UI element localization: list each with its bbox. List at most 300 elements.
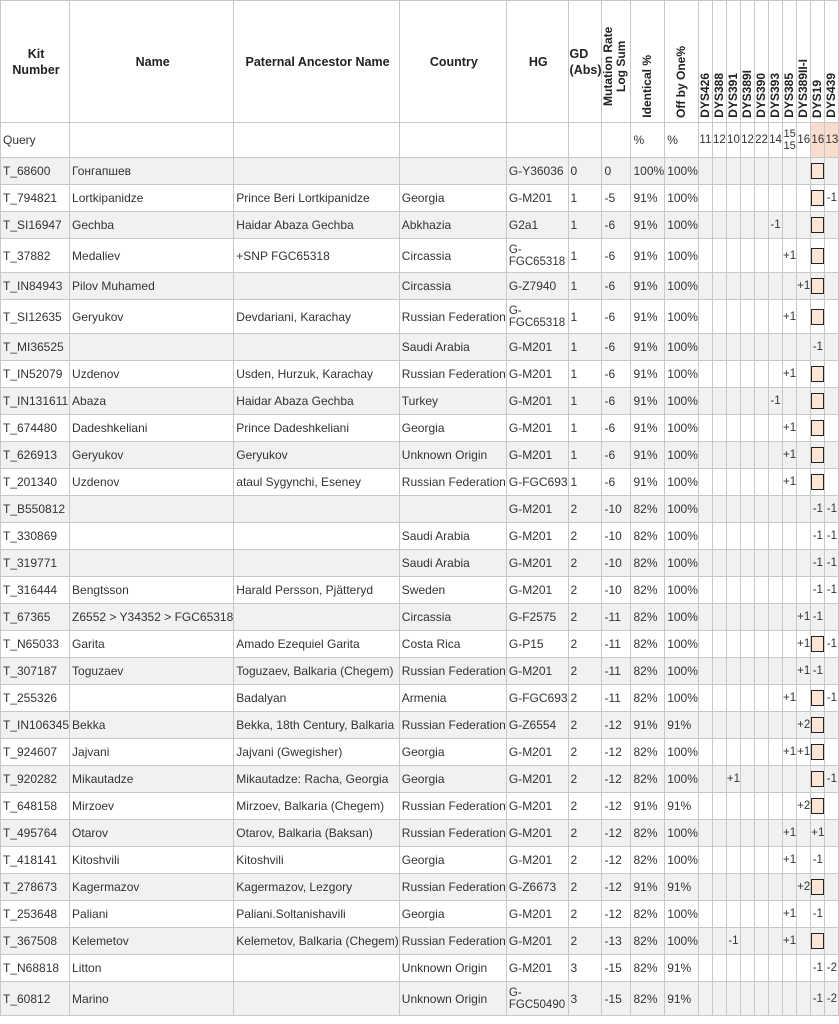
marker-diff-cell (741, 523, 755, 550)
match-marker-box (811, 717, 824, 733)
marker-diff-cell (755, 901, 769, 928)
marker-diff-cell: -1 (811, 550, 825, 577)
marker-diff-cell (712, 361, 726, 388)
marker-diff-cell (741, 604, 755, 631)
marker-diff-cell (769, 982, 783, 1016)
table-row[interactable] (1, 300, 839, 334)
marker-diff-cell: +1 (797, 658, 811, 685)
table-row[interactable] (1, 793, 839, 820)
marker-diff-cell: +1 (811, 820, 825, 847)
marker-diff-cell (755, 239, 769, 273)
gd-cell: 2 (568, 847, 602, 874)
marker-diff-cell (698, 388, 712, 415)
col-name[interactable]: Name (70, 1, 234, 123)
identical-cell: 91% (631, 469, 665, 496)
col-off-by-one[interactable] (665, 1, 699, 123)
marker-diff-cell (769, 273, 783, 300)
marker-diff-cell (698, 334, 712, 361)
gd-cell: 3 (568, 955, 602, 982)
col-marker[interactable] (797, 1, 811, 123)
kit-number-cell[interactable]: T_367508 (1, 928, 70, 955)
table-row[interactable] (1, 847, 839, 874)
marker-diff-cell: -1 (811, 523, 825, 550)
identical-cell: 91% (631, 793, 665, 820)
marker-diff-cell (698, 793, 712, 820)
hg-cell: G-M201 (506, 334, 568, 361)
mutation-rate-cell: -11 (602, 604, 631, 631)
table-row[interactable] (1, 631, 839, 658)
table-row[interactable] (1, 820, 839, 847)
marker-diff-cell (783, 766, 797, 793)
off-by-one-cell: 100% (665, 739, 699, 766)
marker-diff-cell (755, 847, 769, 874)
marker-diff-cell (712, 739, 726, 766)
table-row[interactable] (1, 523, 839, 550)
gd-cell: 2 (568, 604, 602, 631)
table-row[interactable] (1, 982, 839, 1016)
marker-diff-cell (726, 239, 740, 273)
marker-diff-cell: +1 (783, 415, 797, 442)
kit-number-cell[interactable]: T_67365 (1, 604, 70, 631)
kit-number-cell[interactable]: T_924607 (1, 739, 70, 766)
hg-cell: G-M201 (506, 442, 568, 469)
marker-diff-cell (755, 712, 769, 739)
table-row[interactable] (1, 273, 839, 300)
table-row[interactable] (1, 658, 839, 685)
marker-label: DYS439 (824, 73, 839, 118)
marker-diff-cell (825, 928, 839, 955)
marker-diff-cell (698, 874, 712, 901)
marker-diff-cell (698, 847, 712, 874)
marker-diff-cell (726, 712, 740, 739)
marker-diff-cell (698, 901, 712, 928)
marker-diff-cell (755, 361, 769, 388)
table-row[interactable] (1, 496, 839, 523)
mutation-rate-cell: -6 (602, 415, 631, 442)
gd-cell: 2 (568, 712, 602, 739)
marker-diff-cell (741, 847, 755, 874)
off-by-one-cell: 100% (665, 273, 699, 300)
hg-cell: G-M201 (506, 901, 568, 928)
marker-diff-cell (825, 361, 839, 388)
marker-diff-cell (755, 496, 769, 523)
kit-number-cell[interactable]: T_201340 (1, 469, 70, 496)
country-cell: Russian Federation (399, 793, 506, 820)
country-cell: Georgia (399, 185, 506, 212)
marker-diff-cell (783, 334, 797, 361)
marker-diff-cell (769, 901, 783, 928)
marker-diff-cell: -1 (769, 388, 783, 415)
col-mutation-rate[interactable] (602, 1, 631, 123)
off-by-one-cell: 100% (665, 185, 699, 212)
marker-diff-cell (741, 955, 755, 982)
kit-number-cell[interactable]: T_IN131611 (1, 388, 70, 415)
table-row[interactable] (1, 712, 839, 739)
country-cell: Unknown Origin (399, 442, 506, 469)
identical-cell: 82% (631, 820, 665, 847)
ancestor-cell (234, 982, 400, 1016)
marker-diff-cell: -1 (811, 847, 825, 874)
marker-diff-cell (741, 901, 755, 928)
kit-number-cell[interactable]: T_37882 (1, 239, 70, 273)
match-marker-box (811, 366, 824, 382)
marker-diff-cell: -2 (825, 982, 839, 1016)
table-row[interactable] (1, 874, 839, 901)
table-row[interactable] (1, 955, 839, 982)
kit-number-cell[interactable]: T_920282 (1, 766, 70, 793)
table-row[interactable] (1, 239, 839, 273)
off-by-one-cell: 91% (665, 874, 699, 901)
table-row[interactable] (1, 685, 839, 712)
marker-diff-cell (797, 766, 811, 793)
name-cell: Lortkipanidze (70, 185, 234, 212)
kit-number-cell[interactable]: T_SI16947 (1, 212, 70, 239)
marker-diff-cell (726, 158, 740, 185)
marker-diff-cell (797, 820, 811, 847)
off-by-one-cell: 100% (665, 847, 699, 874)
mutation-rate-cell: -6 (602, 388, 631, 415)
hg-cell: G-M201 (506, 658, 568, 685)
marker-diff-cell (783, 712, 797, 739)
marker-diff-cell (712, 955, 726, 982)
marker-diff-cell (755, 955, 769, 982)
marker-label: DYS393 (768, 73, 783, 118)
country-cell: Russian Federation (399, 300, 506, 334)
country-cell: Circassia (399, 604, 506, 631)
table-row[interactable] (1, 361, 839, 388)
marker-diff-cell: -1 (825, 523, 839, 550)
gd-cell: 1 (568, 300, 602, 334)
name-cell: Pilov Muhamed (70, 273, 234, 300)
ancestor-cell: Amado Ezequiel Garita (234, 631, 400, 658)
marker-diff-cell: +2 (797, 793, 811, 820)
query-marker-value: 13 (825, 123, 839, 158)
name-cell: Gechba (70, 212, 234, 239)
ancestor-cell: Jajvani (Gwegisher) (234, 739, 400, 766)
marker-diff-cell: +1 (783, 901, 797, 928)
marker-label: DYS19 (810, 79, 825, 118)
mutation-rate-cell: -6 (602, 273, 631, 300)
marker-diff-cell: +1 (797, 273, 811, 300)
marker-diff-cell (769, 604, 783, 631)
match-marker-box (811, 393, 824, 409)
marker-diff-cell (825, 712, 839, 739)
table-row[interactable] (1, 442, 839, 469)
identical-cell: 91% (631, 361, 665, 388)
col-kit-number[interactable]: Kit Number (1, 1, 70, 123)
marker-diff-cell: +1 (797, 631, 811, 658)
identical-cell: 100% (631, 158, 665, 185)
off-by-one-cell: 100% (665, 523, 699, 550)
marker-diff-cell (712, 874, 726, 901)
name-cell (70, 685, 234, 712)
marker-diff-cell (712, 158, 726, 185)
country-cell: Georgia (399, 739, 506, 766)
gd-cell: 2 (568, 901, 602, 928)
marker-diff-cell (783, 388, 797, 415)
off-by-one-cell: 100% (665, 212, 699, 239)
col-identical[interactable] (631, 1, 665, 123)
name-cell: Toguzaev (70, 658, 234, 685)
marker-diff-cell (712, 658, 726, 685)
marker-diff-cell (811, 685, 825, 712)
marker-diff-cell (797, 469, 811, 496)
table-row[interactable] (1, 469, 839, 496)
mutation-rate-cell: 0 (602, 158, 631, 185)
kit-number-cell[interactable]: T_N65033 (1, 631, 70, 658)
identical-cell: 91% (631, 212, 665, 239)
hg-cell: G-M201 (506, 955, 568, 982)
table-row[interactable] (1, 604, 839, 631)
col-marker[interactable] (811, 1, 825, 123)
col-gd[interactable]: GD (Abs) (568, 1, 602, 123)
marker-diff-cell (797, 847, 811, 874)
table-row[interactable] (1, 185, 839, 212)
mutation-rate-cell: -10 (602, 523, 631, 550)
marker-diff-cell (698, 631, 712, 658)
match-marker-box (811, 744, 824, 760)
gd-cell: 2 (568, 793, 602, 820)
name-cell (70, 334, 234, 361)
country-cell: Costa Rica (399, 631, 506, 658)
marker-diff-cell (825, 820, 839, 847)
col-marker[interactable] (726, 1, 740, 123)
table-row[interactable] (1, 415, 839, 442)
match-marker-box (811, 248, 824, 264)
kit-number-cell[interactable]: T_794821 (1, 185, 70, 212)
name-cell: Marino (70, 982, 234, 1016)
marker-diff-cell (741, 300, 755, 334)
gd-cell: 2 (568, 550, 602, 577)
kit-number-cell[interactable]: T_316444 (1, 577, 70, 604)
marker-diff-cell (712, 415, 726, 442)
off-by-one-cell: 100% (665, 239, 699, 273)
marker-diff-cell (741, 185, 755, 212)
kit-number-cell[interactable]: T_278673 (1, 874, 70, 901)
name-cell: Garita (70, 631, 234, 658)
marker-diff-cell (698, 469, 712, 496)
kit-number-cell[interactable]: T_60812 (1, 982, 70, 1016)
marker-diff-cell (698, 928, 712, 955)
marker-diff-cell (811, 158, 825, 185)
identical-cell: 91% (631, 712, 665, 739)
table-row[interactable] (1, 550, 839, 577)
query-marker-value: 10 (726, 123, 740, 158)
kit-number-cell[interactable]: T_SI12635 (1, 300, 70, 334)
kit-number-cell[interactable]: T_495764 (1, 820, 70, 847)
name-cell: Uzdenov (70, 361, 234, 388)
table-row[interactable] (1, 901, 839, 928)
marker-diff-cell (741, 442, 755, 469)
marker-diff-cell (755, 928, 769, 955)
marker-diff-cell (698, 658, 712, 685)
kit-number-cell[interactable]: T_N68818 (1, 955, 70, 982)
mutation-rate-cell: -10 (602, 496, 631, 523)
name-cell (70, 523, 234, 550)
marker-diff-cell: +1 (783, 820, 797, 847)
country-cell: Russian Federation (399, 361, 506, 388)
kit-number-cell[interactable]: T_307187 (1, 658, 70, 685)
gd-cell: 1 (568, 334, 602, 361)
marker-diff-cell (811, 388, 825, 415)
marker-diff-cell: +1 (783, 361, 797, 388)
marker-diff-cell (825, 273, 839, 300)
kit-number-cell[interactable]: T_648158 (1, 793, 70, 820)
marker-diff-cell (797, 685, 811, 712)
col-marker[interactable] (712, 1, 726, 123)
col-marker[interactable] (769, 1, 783, 123)
country-cell: Sweden (399, 577, 506, 604)
kit-number-cell[interactable]: T_674480 (1, 415, 70, 442)
mutation-rate-cell: -13 (602, 928, 631, 955)
off-by-one-cell: 100% (665, 442, 699, 469)
table-row[interactable] (1, 577, 839, 604)
kit-number-cell[interactable]: T_418141 (1, 847, 70, 874)
marker-diff-cell (811, 300, 825, 334)
kit-number-cell[interactable]: T_255326 (1, 685, 70, 712)
kit-number-cell[interactable]: T_IN106345 (1, 712, 70, 739)
hg-cell: G2a1 (506, 212, 568, 239)
marker-diff-cell (769, 955, 783, 982)
identical-cell: 82% (631, 928, 665, 955)
hg-cell: G-M201 (506, 361, 568, 388)
table-row[interactable] (1, 739, 839, 766)
hg-cell: G-FGC65318 (506, 300, 568, 334)
col-marker[interactable] (825, 1, 839, 123)
marker-diff-cell (797, 300, 811, 334)
col-mutation-rate-label: Mutation Rate Log Sum (601, 26, 629, 106)
ancestor-cell: Otarov, Balkaria (Baksan) (234, 820, 400, 847)
marker-diff-cell (698, 577, 712, 604)
marker-diff-cell (797, 212, 811, 239)
identical-cell: 82% (631, 847, 665, 874)
match-marker-box (811, 309, 824, 325)
col-paternal-ancestor[interactable]: Paternal Ancestor Name (234, 1, 400, 123)
marker-diff-cell (698, 212, 712, 239)
marker-diff-cell (755, 685, 769, 712)
marker-diff-cell (698, 712, 712, 739)
marker-diff-cell (726, 577, 740, 604)
marker-diff-cell (726, 300, 740, 334)
kit-number-cell[interactable]: T_330869 (1, 523, 70, 550)
match-marker-box (811, 879, 824, 895)
hg-cell: G-M201 (506, 415, 568, 442)
kit-number-cell[interactable]: T_319771 (1, 550, 70, 577)
marker-diff-cell (726, 901, 740, 928)
marker-diff-cell (726, 874, 740, 901)
match-marker-box (811, 474, 824, 490)
off-by-one-cell: 100% (665, 820, 699, 847)
marker-diff-cell (769, 577, 783, 604)
col-marker[interactable] (698, 1, 712, 123)
marker-diff-cell (698, 739, 712, 766)
marker-diff-cell (825, 874, 839, 901)
marker-diff-cell (783, 793, 797, 820)
mutation-rate-cell: -12 (602, 739, 631, 766)
kit-number-cell[interactable]: T_MI36525 (1, 334, 70, 361)
marker-diff-cell (783, 523, 797, 550)
country-cell: Saudi Arabia (399, 550, 506, 577)
marker-diff-cell (755, 273, 769, 300)
gd-cell: 1 (568, 185, 602, 212)
marker-diff-cell (769, 712, 783, 739)
name-cell: Geryukov (70, 442, 234, 469)
identical-cell: 82% (631, 685, 665, 712)
table-row[interactable] (1, 158, 839, 185)
name-cell: Litton (70, 955, 234, 982)
hg-cell: G-F2575 (506, 604, 568, 631)
kit-number-cell[interactable]: T_253648 (1, 901, 70, 928)
ancestor-cell: Bekka, 18th Century, Balkaria (234, 712, 400, 739)
marker-diff-cell (726, 739, 740, 766)
kit-number-cell[interactable]: T_B550812 (1, 496, 70, 523)
kit-number-cell[interactable]: T_IN84943 (1, 273, 70, 300)
table-row[interactable] (1, 928, 839, 955)
marker-diff-cell (698, 550, 712, 577)
query-cell (568, 123, 602, 158)
name-cell: Abaza (70, 388, 234, 415)
query-cell (602, 123, 631, 158)
marker-diff-cell: +1 (797, 604, 811, 631)
country-cell: Abkhazia (399, 212, 506, 239)
marker-diff-cell (741, 212, 755, 239)
mutation-rate-cell: -6 (602, 442, 631, 469)
col-marker[interactable] (741, 1, 755, 123)
col-off-by-one-label: Off by One% (674, 45, 689, 118)
hg-cell: G-M201 (506, 928, 568, 955)
country-cell (399, 496, 506, 523)
ancestor-cell: Paliani.Soltanishavili (234, 901, 400, 928)
marker-diff-cell (797, 158, 811, 185)
marker-diff-cell (755, 388, 769, 415)
hg-cell: G-FGC50490 (506, 982, 568, 1016)
ancestor-cell (234, 550, 400, 577)
kit-number-cell[interactable]: T_IN52079 (1, 361, 70, 388)
col-country[interactable]: Country (399, 1, 506, 123)
identical-cell: 91% (631, 239, 665, 273)
ancestor-cell: Usden, Hurzuk, Karachay (234, 361, 400, 388)
table-row[interactable] (1, 388, 839, 415)
marker-diff-cell (769, 685, 783, 712)
marker-diff-cell (797, 928, 811, 955)
kit-number-cell[interactable]: T_68600 (1, 158, 70, 185)
marker-diff-cell (769, 239, 783, 273)
marker-diff-cell (769, 739, 783, 766)
marker-label: DYS391 (725, 73, 740, 118)
gd-cell: 2 (568, 739, 602, 766)
query-marker-value: 12 (712, 123, 726, 158)
marker-diff-cell (726, 847, 740, 874)
match-marker-box (811, 420, 824, 436)
off-by-one-cell: 100% (665, 361, 699, 388)
marker-diff-cell (741, 415, 755, 442)
col-hg[interactable]: HG (506, 1, 568, 123)
ancestor-cell (234, 955, 400, 982)
col-marker[interactable] (755, 1, 769, 123)
ancestor-cell: Harald Persson, Pjätteryd (234, 577, 400, 604)
off-by-one-cell: 100% (665, 469, 699, 496)
table-row[interactable] (1, 212, 839, 239)
off-by-one-cell: 91% (665, 955, 699, 982)
query-marker-value: 14 (769, 123, 783, 158)
marker-diff-cell (783, 158, 797, 185)
col-marker[interactable] (783, 1, 797, 123)
identical-cell: 82% (631, 523, 665, 550)
kit-number-cell[interactable]: T_626913 (1, 442, 70, 469)
table-row[interactable] (1, 766, 839, 793)
table-row[interactable] (1, 334, 839, 361)
name-cell: Geryukov (70, 300, 234, 334)
